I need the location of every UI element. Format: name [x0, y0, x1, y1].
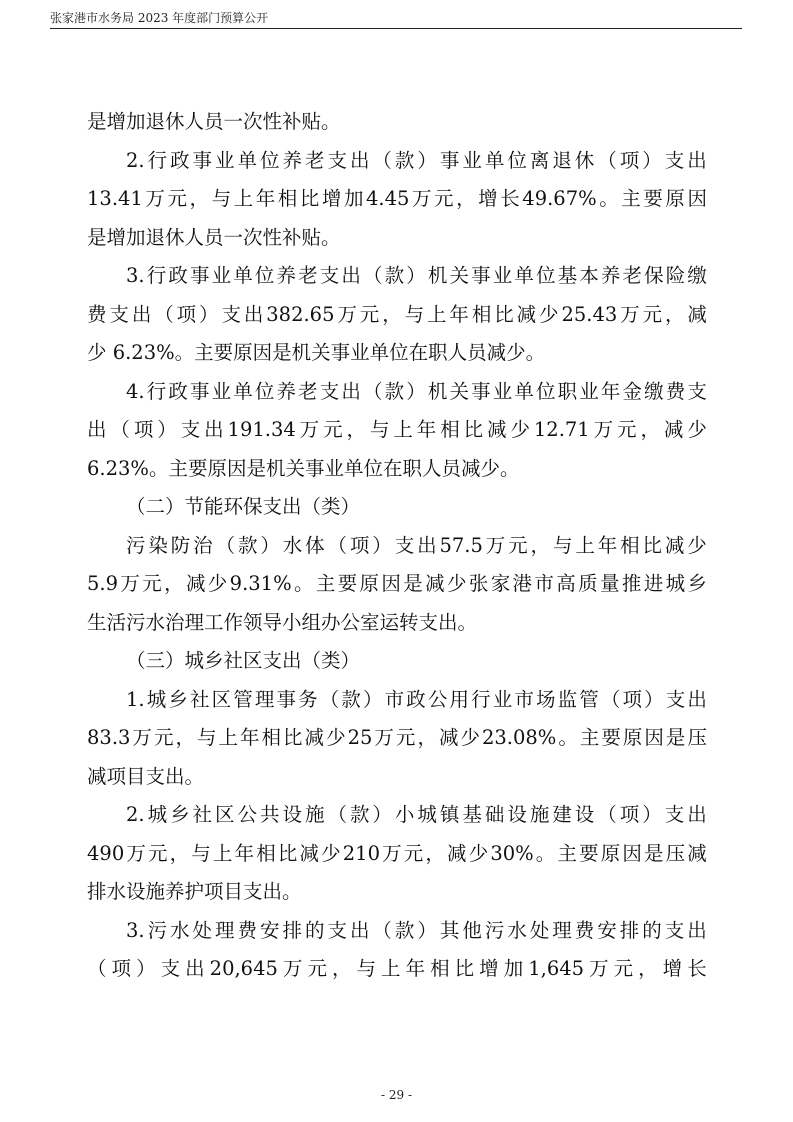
body-text-line: 2. 城 乡 社 区 公 共 设 施 （ 款 ） 小 城 镇 基 础 设 施 建 设 （ 项 ） 支 出 [126, 803, 707, 826]
body-text-line: 是增加退休人员一次性补贴。 [87, 225, 341, 249]
body-text-line: 4. 行 政 事 业 单 位 养 老 支 出 （ 款 ） 机 关 事 业 单 位 职 业 年 金 缴 费 支 [126, 379, 707, 403]
body-text-line: 3. 污 水 处 理 费 安 排 的 支 出 （ 款 ） 其 他 污 水 处 理 费 安 排 的 支 出 [126, 918, 707, 942]
header-divider [50, 28, 742, 29]
body-text-line: 5.9 万 元 ， 减 少 9.31% 。 主 要 原 因 是 减 少 张 家 港 市 高 质 量 推 进 城 乡 [87, 572, 707, 595]
body-text-line: 13.41 万 元 ， 与 上 年 相 比 增 加 4.45 万 元 ， 增 长 49.67% 。 主 要 原 因 [87, 187, 707, 210]
body-text-line: 出 （ 项 ） 支 出 191.34 万 元 ， 与 上 年 相 比 减 少 12.71 万 元 ， 减 少 [87, 418, 707, 441]
body-text-line: 少 6.23%。主要原因是机关事业单位在职人员减少。 [87, 341, 546, 364]
body-text-line: 污 染 防 治 （ 款 ） 水 体 （ 项 ） 支 出 57.5 万 元 ， 与 上 年 相 比 减 少 [126, 533, 707, 557]
body-text-line: 减项目支出。 [87, 764, 205, 788]
body-text-line: 是增加退休人员一次性补贴。 [87, 110, 341, 133]
document-body [87, 103, 707, 989]
body-text-line: 1. 城 乡 社 区 管 理 事 务 （ 款 ） 市 政 公 用 行 业 市 场 监 管 （ 项 ） 支 出 [126, 687, 707, 711]
body-text-line: 3. 行 政 事 业 单 位 养 老 支 出 （ 款 ） 机 关 事 业 单 位 基 本 养 老 保 险 缴 [126, 264, 707, 287]
body-text-line: 6.23%。主要原因是机关事业单位在职人员减少。 [87, 456, 520, 480]
body-text-line: 生活污水治理工作领导小组办公室运转支出。 [87, 610, 478, 634]
body-text-line: 费 支 出 （ 项 ） 支 出 382.65 万 元 ， 与 上 年 相 比 减 少 25.43 万 元 ， 减 [87, 302, 707, 326]
body-text-line: 490 万 元 ， 与 上 年 相 比 减 少 210 万 元 ， 减 少 30% 。 主 要 原 因 是 压 减 [87, 841, 707, 865]
page-number: - 29 - [380, 1088, 412, 1102]
document-header-title: 张家港市水务局 2023 年度部门预算公开 [50, 11, 269, 25]
body-text-line: （三）城乡社区支出（类） [126, 649, 361, 672]
body-text-line: 83.3 万 元 ， 与 上 年 相 比 减 少 25 万 元 ， 减 少 23.08% 。 主 要 原 因 是 压 [87, 726, 707, 749]
body-text-line: （二）节能环保支出（类） [126, 495, 361, 518]
body-text-line: 2. 行 政 事 业 单 位 养 老 支 出 （ 款 ） 事 业 单 位 离 退 休 （ 项 ） 支 出 [126, 148, 707, 172]
body-text-line: （ 项 ） 支 出 20,645 万 元 ， 与 上 年 相 比 增 加 1,645 万 元 ， 增 长 [87, 957, 707, 980]
body-text-line: 排水设施养护项目支出。 [87, 880, 302, 903]
